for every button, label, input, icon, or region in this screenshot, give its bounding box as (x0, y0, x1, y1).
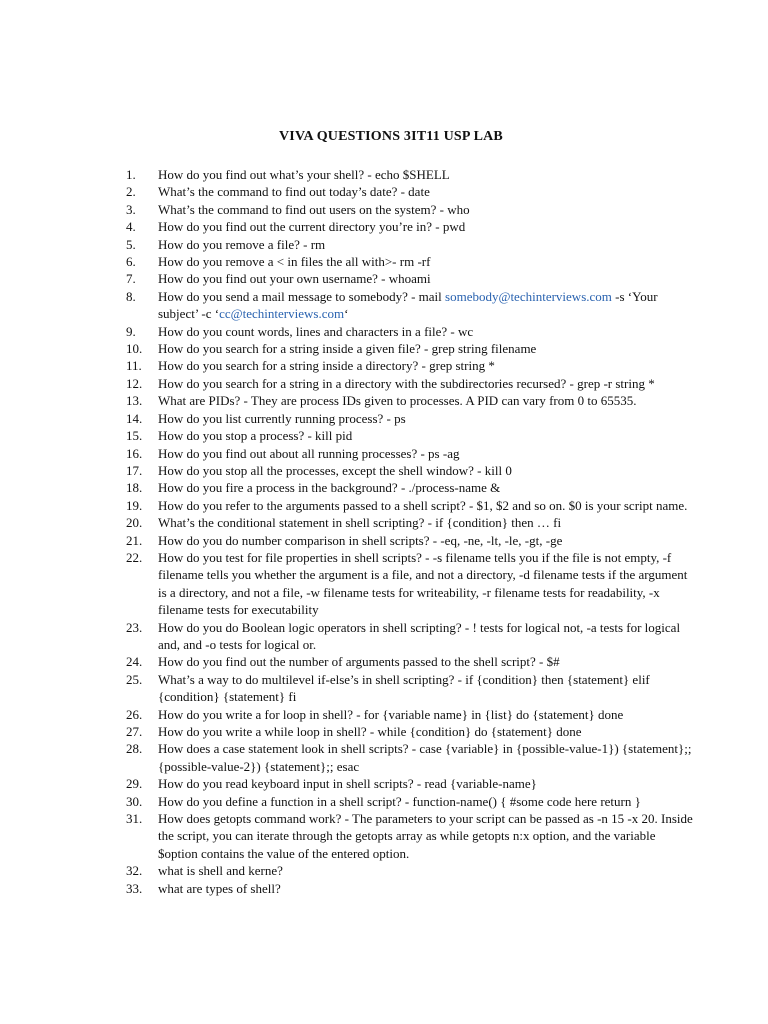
question-text: How do you test for file properties in shell scripts? - -s filename tells you if the file is not empty, -f filename tells you whether the argument is a file, and not a directory, -d filename tests if the argument is a directory, and not a file, -w filename tests for writeability, -r filename tests for readability, -x filename tests for executability (158, 549, 688, 618)
question-text: How do you fire a process in the background? - ./process-name & (158, 480, 501, 496)
question-text: How do you do Boolean logic operators in shell scripting? - ! tests for logical not, -a tests for logical and, and -o tests for logical or. (158, 619, 681, 652)
question-item (0, 862, 768, 879)
question-item (0, 183, 768, 200)
question-number: 6. (126, 254, 136, 270)
question-item (0, 253, 768, 270)
question-text: How do you stop a process? - kill pid (158, 428, 353, 444)
question-item (0, 236, 768, 253)
question-number: 20. (126, 515, 143, 531)
question-item (0, 723, 768, 740)
question-text: How do you send a mail message to somebody? - mail (158, 288, 446, 304)
question-item (0, 549, 768, 619)
question-text: How do you search for a string inside a given file? - grep string filename (158, 341, 537, 357)
question-item (0, 427, 768, 444)
question-text: How do you write a while loop in shell? - while {condition} do {statement} done (158, 724, 582, 739)
question-item (0, 375, 768, 392)
question-text: How do you search for a string inside a directory? - grep string * (158, 358, 495, 374)
question-number: 21. (126, 532, 143, 548)
question-number: 8. (126, 288, 136, 304)
question-number: 29. (126, 776, 143, 792)
question-item (0, 166, 768, 183)
question-item (0, 357, 768, 374)
question-text: How do you find out the current directory you’re in? - pwd (158, 219, 466, 235)
question-number: 31. (126, 811, 143, 827)
question-number: 13. (126, 393, 143, 409)
question-number: 5. (126, 236, 136, 252)
question-text: How do you find out what’s your shell? - echo $SHELL (158, 167, 450, 182)
question-number: 28. (126, 741, 143, 757)
question-item (0, 340, 768, 357)
question-number: 14. (126, 410, 143, 426)
question-text: How do you write a for loop in shell? - for {variable name} in {list} do {statement} done (158, 706, 624, 722)
question-item (0, 445, 768, 462)
question-text: ‘ (344, 306, 349, 322)
question-number: 1. (126, 167, 136, 182)
question-text: How do you search for a string in a directory with the subdirectories recursed? - grep -r string * (158, 375, 655, 391)
question-item (0, 740, 768, 775)
question-number: 19. (126, 497, 143, 513)
question-item (0, 671, 768, 706)
question-item (0, 479, 768, 496)
question-item (0, 514, 768, 531)
question-list (0, 166, 768, 897)
question-number: 16. (126, 445, 143, 461)
question-number: 33. (126, 880, 143, 896)
question-text: How do you list currently running process? - ps (158, 410, 406, 426)
question-number: 10. (126, 341, 143, 357)
question-number: 15. (126, 428, 143, 444)
question-text: How does getopts command work? - The parameters to your script can be passed as -n 15 -x 20. Inside the script, you can iterate through the getopts array as while getopts n:x option, and the variable $option contains the value of the entered option. (158, 811, 693, 861)
question-text: How do you refer to the arguments passed to a shell script? - $1, $2 and so on. $0 is your script name. (158, 497, 688, 513)
question-text: what are types of shell? (158, 880, 281, 896)
question-text: -s ‘Your subject’ -c ‘ (158, 288, 658, 322)
question-number: 3. (126, 201, 136, 217)
question-item (0, 218, 768, 235)
question-item (0, 706, 768, 723)
question-text: How do you define a function in a shell script? - function-name() { #some code here return } (158, 793, 641, 809)
question-text: How do you do number comparison in shell scripts? - -eq, -ne, -lt, -le, -gt, -ge (158, 532, 563, 548)
question-item (0, 410, 768, 427)
question-text: How do you find out the number of arguments passed to the shell script? - $# (158, 654, 560, 670)
question-number: 7. (126, 271, 136, 287)
question-number: 32. (126, 863, 143, 879)
question-text: How do you find out your own username? - whoami (158, 271, 431, 287)
question-text: What’s the command to find out today’s date? - date (158, 184, 430, 200)
question-text: What’s the conditional statement in shell scripting? - if {condition} then … fi (158, 515, 562, 531)
question-number: 2. (126, 184, 136, 200)
question-item (0, 323, 768, 340)
question-item (0, 619, 768, 654)
question-item (0, 793, 768, 810)
question-text: How does a case statement look in shell scripts? - case {variable} in {possible-value-1}) {statement};; {possible-value-2}) {statement};; esac (158, 741, 692, 774)
question-item (0, 880, 768, 897)
question-item (0, 392, 768, 409)
email-link[interactable]: somebody@techinterviews.com (445, 288, 612, 304)
question-item (0, 532, 768, 549)
question-number: 11. (126, 358, 142, 374)
question-number: 23. (126, 619, 143, 635)
question-item (0, 497, 768, 514)
question-item (0, 270, 768, 287)
question-number: 22. (126, 549, 143, 565)
document-title: VIVA QUESTIONS 3IT11 USP LAB (279, 129, 503, 144)
question-number: 18. (126, 480, 143, 496)
question-number: 26. (126, 706, 143, 722)
question-number: 17. (126, 462, 143, 478)
question-text: How do you remove a < in files the all with>- rm -rf (158, 254, 431, 270)
question-item (0, 288, 768, 323)
question-text: How do you remove a file? - rm (158, 236, 326, 252)
question-text: what is shell and kerne? (158, 863, 283, 879)
question-item (0, 653, 768, 670)
question-number: 27. (126, 724, 143, 739)
question-number: 9. (126, 323, 136, 339)
question-text: What’s a way to do multilevel if-else’s in shell scripting? - if {condition} then {statement} elif {condition} {statement} fi (158, 671, 650, 705)
question-text: How do you find out about all running processes? - ps -ag (158, 445, 460, 461)
question-text: How do you read keyboard input in shell scripts? - read {variable-name} (158, 776, 537, 792)
question-item (0, 462, 768, 479)
question-number: 25. (126, 671, 143, 687)
question-item (0, 775, 768, 792)
question-text: How do you count words, lines and characters in a file? - wc (158, 323, 474, 339)
question-text: What’s the command to find out users on the system? - who (158, 201, 470, 217)
question-number: 4. (126, 219, 136, 235)
question-number: 30. (126, 793, 143, 809)
question-item (0, 201, 768, 218)
question-text: How do you stop all the processes, except the shell window? - kill 0 (158, 462, 512, 478)
question-number: 24. (126, 654, 143, 670)
email-link[interactable]: cc@techinterviews.com (219, 306, 345, 322)
question-item (0, 810, 768, 862)
question-number: 12. (126, 375, 143, 391)
question-text: What are PIDs? - They are process IDs given to processes. A PID can vary from 0 to 65535. (158, 393, 637, 409)
